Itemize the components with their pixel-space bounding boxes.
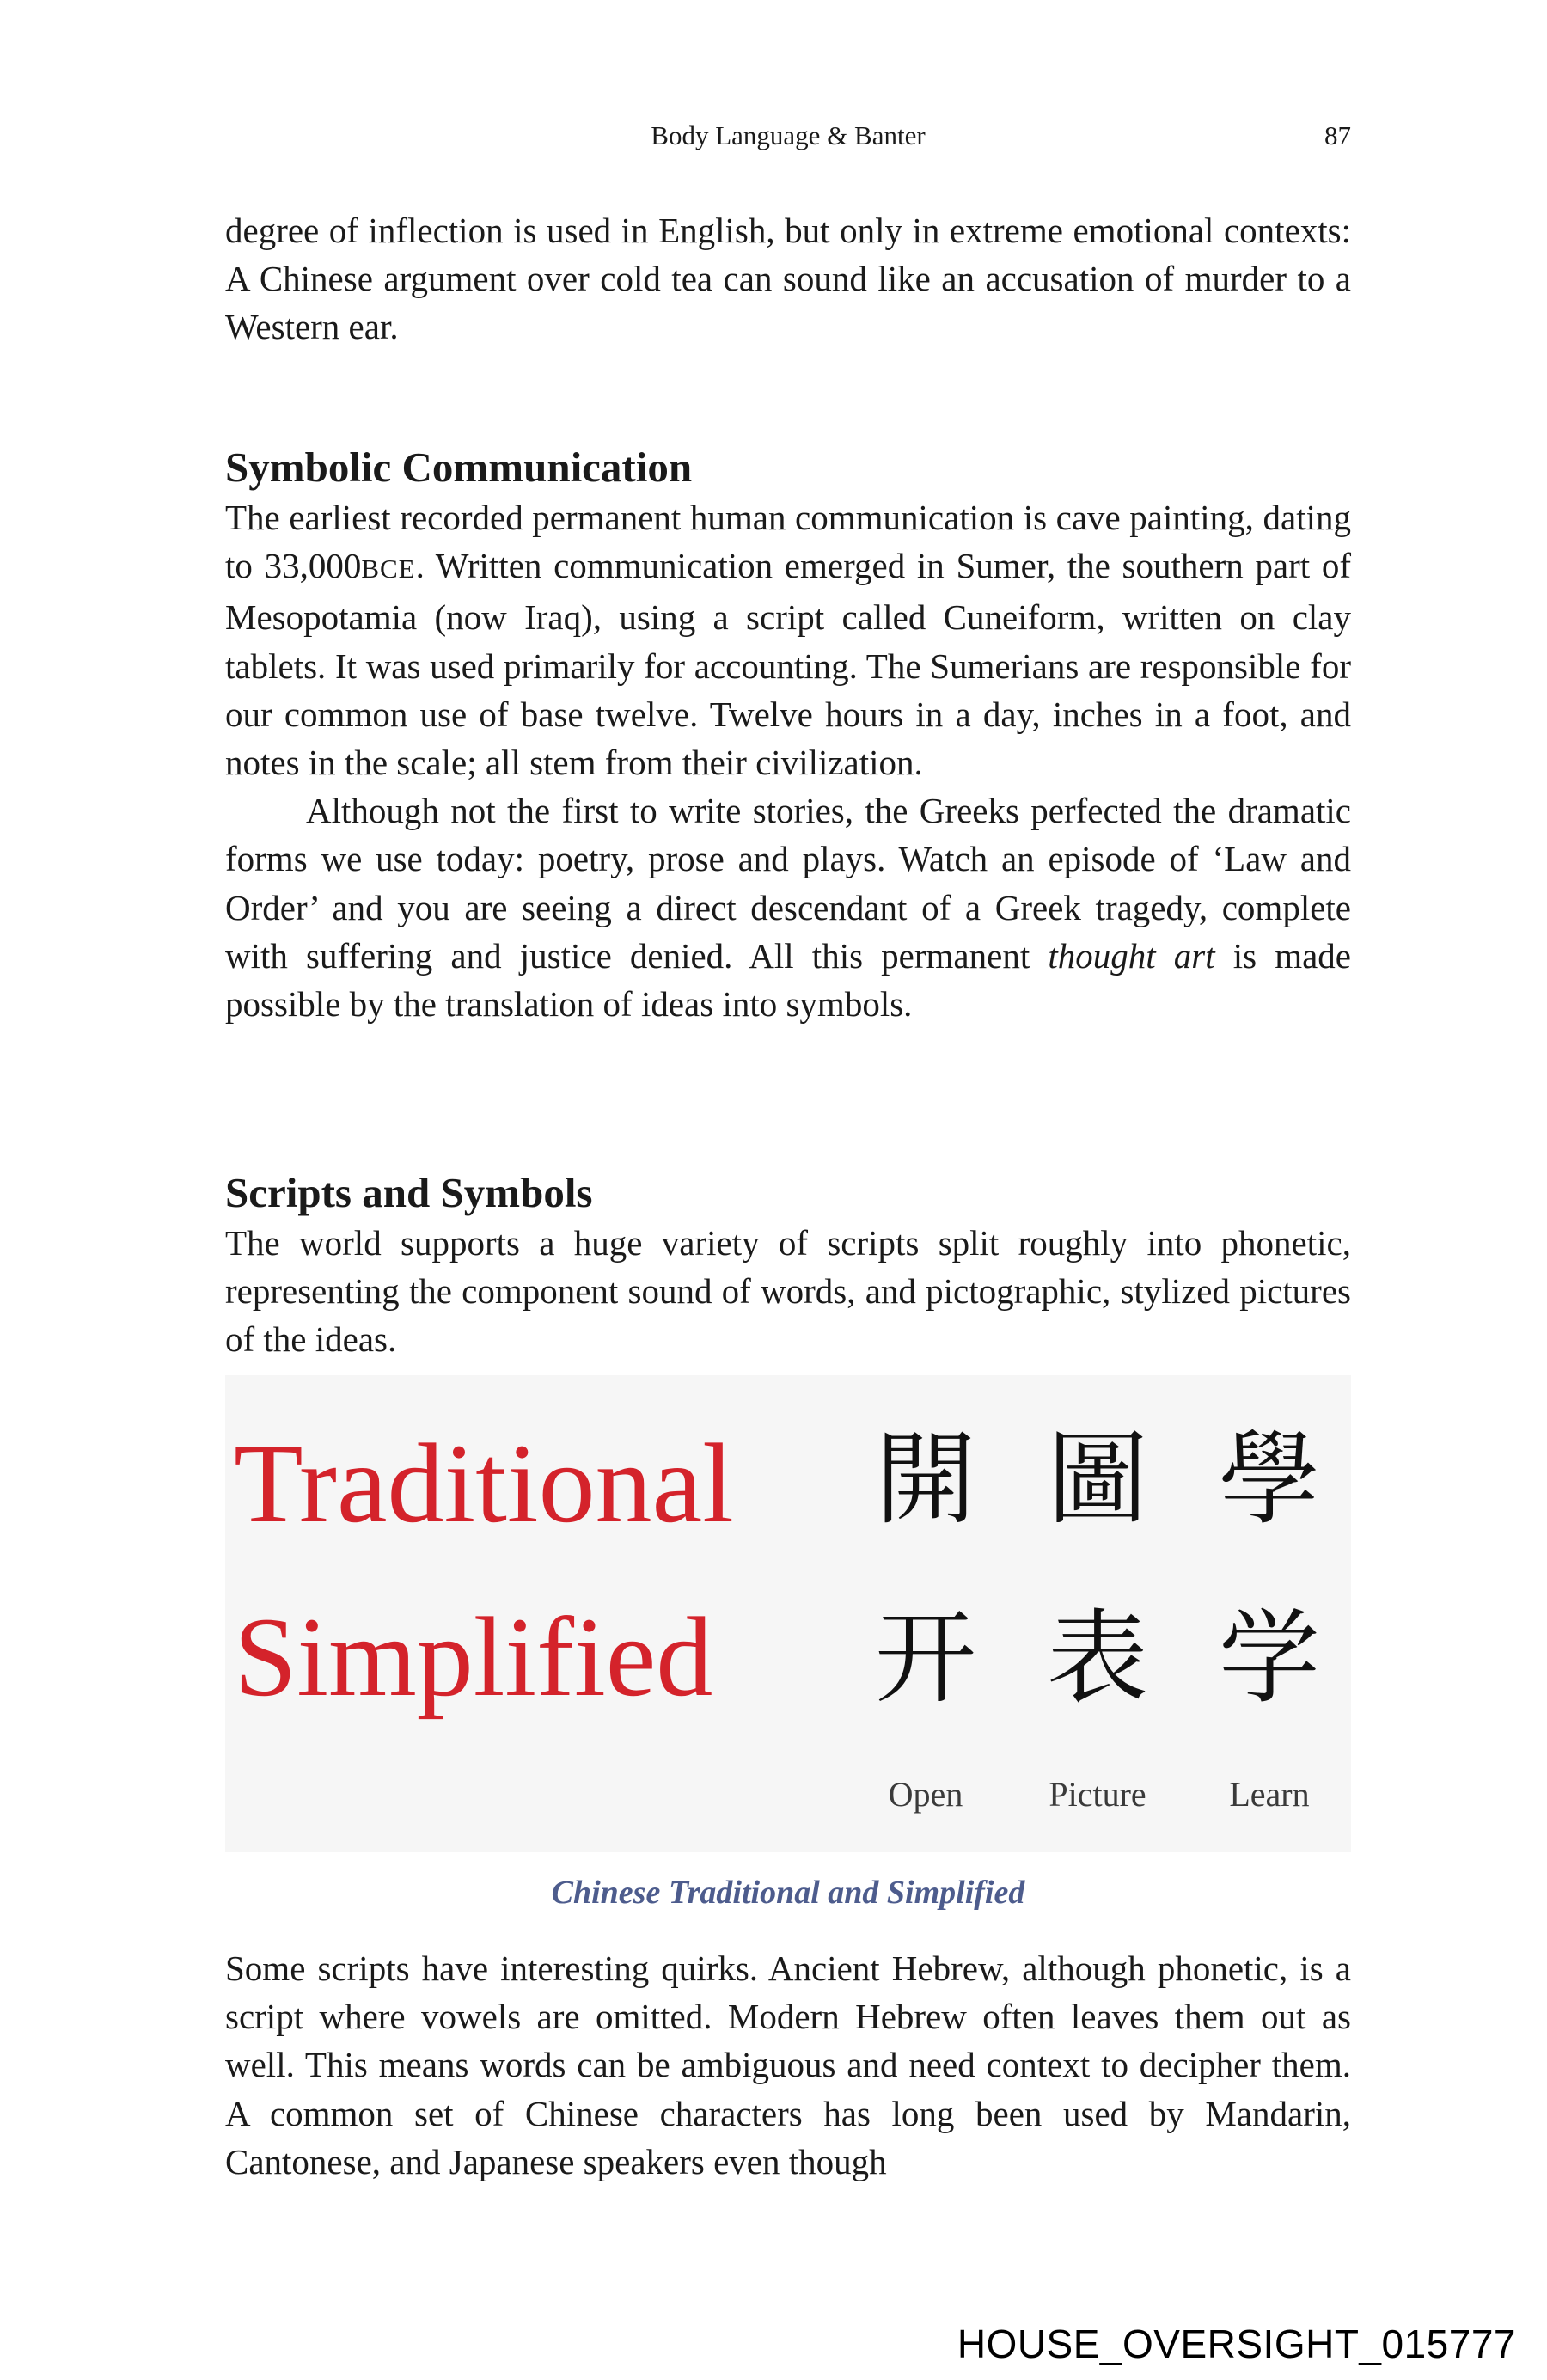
body-paragraph: The world supports a huge variety of scripts split roughly into phonetic, representing the component sound of words, and pictographic, stylized pictures of the ideas. xyxy=(225,1223,1351,1360)
page-number: 87 xyxy=(1324,120,1351,150)
traditional-char-learn: 學 xyxy=(1218,1420,1320,1539)
body-paragraph xyxy=(225,786,1351,1028)
intro-block xyxy=(225,206,1351,352)
body-paragraph: Some scripts have interesting quirks. Ancient Hebrew, although phonetic, is a script where vowels are omitted. Modern Hebrew often leaves them out as well. This means words can be ambiguous and need context to decipher them. A common set of Chinese characters has long been used by Mandarin, Cantonese, and Japanese speakers even though xyxy=(225,1949,1351,2181)
meaning-learn: Learn xyxy=(1229,1775,1310,1814)
section-symbolic-communication xyxy=(225,442,1351,1028)
meaning-picture: Picture xyxy=(1049,1775,1146,1814)
running-title: Body Language & Banter xyxy=(651,120,926,150)
traditional-char-open: 開 xyxy=(874,1420,976,1539)
simplified-char-learn: 学 xyxy=(1218,1599,1320,1717)
page-header xyxy=(225,120,1351,163)
figure-caption: Chinese Traditional and Simplified xyxy=(551,1875,1025,1911)
document-stamp: HOUSE_OVERSIGHT_015777 xyxy=(957,2322,1516,2366)
body-paragraph xyxy=(225,493,1351,786)
text-span: Although not the first to write stories, the Greeks perfected the dramatic forms we use today: poetry, prose and plays. Watch an episode of ‘Law and Order’ and you are seeing a direct descendant of a Greek tragedy, complete with suffering and justice denied. All this permanent xyxy=(225,791,1351,976)
intro-paragraph: degree of inflection is used in English, but only in extreme emotional contexts: A Chinese argument over cold tea can sound like an accusation of murder to a Western ear. xyxy=(225,211,1351,347)
simplified-char-picture: 表 xyxy=(1046,1599,1148,1717)
section-heading: Scripts and Symbols xyxy=(225,1169,593,1216)
simplified-label: Simplified xyxy=(234,1594,713,1720)
text-span: The earliest recorded permanent human communication is cave painting, dating to 33,000 xyxy=(225,498,1351,586)
text-span: is made possible by the translation of ideas into symbols. xyxy=(225,935,1351,1025)
section-heading: Symbolic Communication xyxy=(225,444,693,491)
emphasis: thought art xyxy=(1048,935,1215,976)
meaning-open: Open xyxy=(888,1775,963,1814)
section-scripts-and-symbols xyxy=(225,1167,1351,1364)
era-abbreviation: BCE xyxy=(361,554,416,584)
simplified-char-open: 开 xyxy=(874,1599,976,1717)
text-span: . Written communication emerged in Sumer, the southern part of Mesopotamia (now Iraq), using a script called Cuneiform, written on clay tablets. It was used primarily for accounting. The Sumerians are responsible for our common use of base twelve. Twelve hours in a day, inches in a foot, and notes in the scale; all stem from their civilization. xyxy=(225,546,1351,783)
traditional-char-picture: 圖 xyxy=(1046,1420,1148,1539)
chinese-scripts-figure xyxy=(225,1375,1351,1852)
traditional-label: Traditional xyxy=(234,1420,734,1546)
section-quirks xyxy=(225,1944,1351,2186)
